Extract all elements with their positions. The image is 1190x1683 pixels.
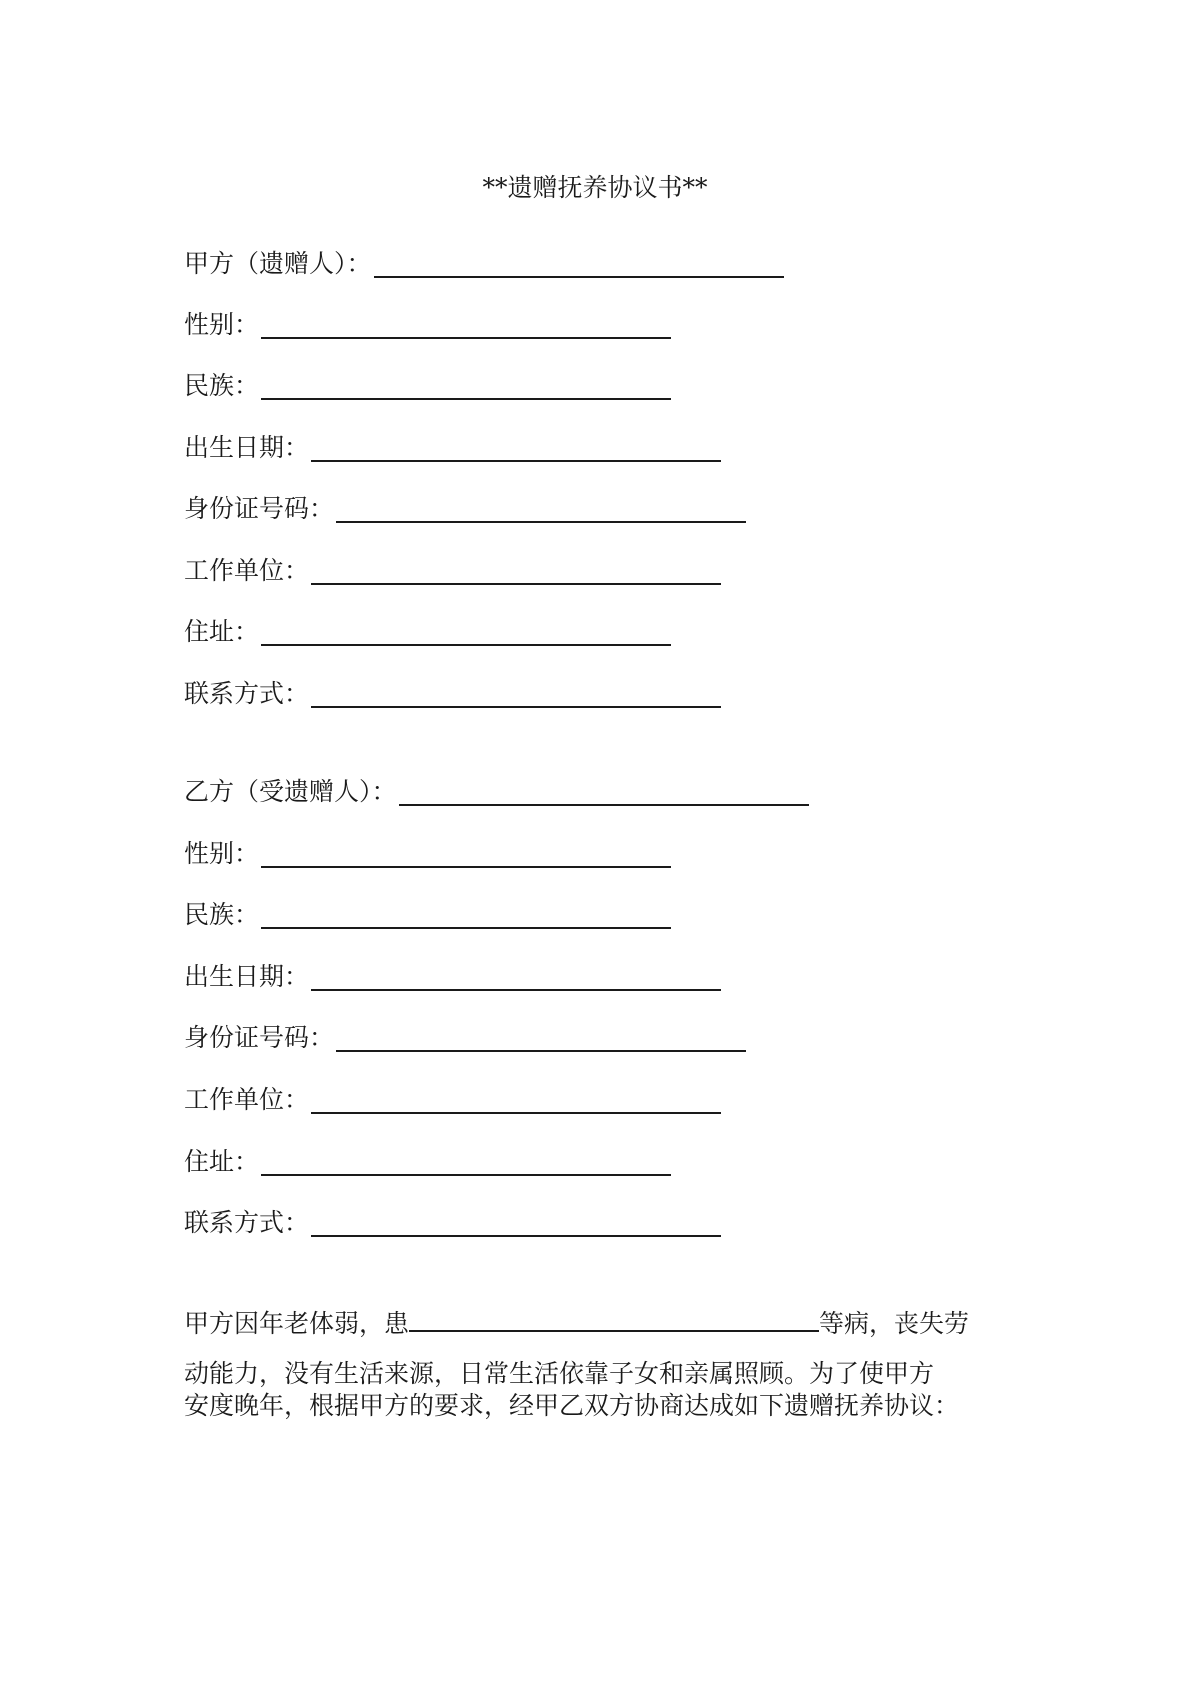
- party-b-employer-label: 工作单位：: [184, 1085, 310, 1114]
- party-b-ethnicity-row: [184, 897, 671, 931]
- party-b-contact-blank[interactable]: [311, 1209, 721, 1237]
- party-b-name-blank[interactable]: [399, 778, 809, 806]
- party-a-header-row: [184, 246, 784, 280]
- party-a-birthdate-label: 出生日期：: [184, 433, 310, 462]
- party-a-id-label: 身份证号码：: [184, 494, 335, 523]
- party-b-gender-blank[interactable]: [261, 840, 671, 868]
- party-b-header-label: 乙方（受遗赠人）：: [184, 777, 397, 806]
- party-b-contact-label: 联系方式：: [184, 1208, 310, 1237]
- body-line-3: 安度晚年，根据甲方的要求，经甲乙双方协商达成如下遗赠抚养协议：: [184, 1391, 960, 1420]
- party-a-contact-blank[interactable]: [311, 680, 721, 708]
- party-a-id-row: [184, 491, 746, 525]
- party-b-address-blank[interactable]: [261, 1148, 671, 1176]
- party-a-contact-row: [184, 676, 721, 710]
- party-a-header-label: 甲方（遗赠人）：: [184, 249, 372, 278]
- party-b-id-blank[interactable]: [336, 1024, 746, 1052]
- party-b-contact-row: [184, 1205, 721, 1239]
- party-a-id-blank[interactable]: [336, 495, 746, 523]
- party-b-address-label: 住址：: [184, 1147, 260, 1176]
- party-a-ethnicity-label: 民族：: [184, 371, 260, 400]
- party-a-ethnicity-blank[interactable]: [261, 372, 671, 400]
- body-line-1: [184, 1306, 1044, 1340]
- body-line-2: 动能力，没有生活来源，日常生活依靠子女和亲属照顾。为了使甲方: [184, 1359, 935, 1388]
- party-a-gender-blank[interactable]: [261, 311, 671, 339]
- party-a-address-row: [184, 614, 671, 648]
- party-b-id-row: [184, 1020, 746, 1054]
- body-line-1-after: 等病，丧失劳: [819, 1309, 970, 1338]
- party-a-birthdate-row: [184, 430, 721, 464]
- party-a-employer-label: 工作单位：: [184, 556, 310, 585]
- party-b-employer-row: [184, 1082, 721, 1116]
- party-a-gender-label: 性别：: [184, 310, 260, 339]
- party-b-gender-label: 性别：: [184, 839, 260, 868]
- document-title: **遗赠抚养协议书**: [482, 173, 708, 202]
- party-b-address-row: [184, 1144, 671, 1178]
- party-a-address-blank[interactable]: [261, 618, 671, 646]
- party-a-address-label: 住址：: [184, 617, 260, 646]
- party-b-header-row: [184, 774, 809, 808]
- party-b-birthdate-blank[interactable]: [311, 963, 721, 991]
- party-b-id-label: 身份证号码：: [184, 1023, 335, 1052]
- party-a-name-blank[interactable]: [374, 250, 784, 278]
- party-a-employer-blank[interactable]: [311, 557, 721, 585]
- party-b-birthdate-row: [184, 959, 721, 993]
- party-a-ethnicity-row: [184, 368, 671, 402]
- party-b-ethnicity-blank[interactable]: [261, 901, 671, 929]
- party-a-contact-label: 联系方式：: [184, 679, 310, 708]
- illness-blank[interactable]: [409, 1306, 819, 1332]
- party-b-gender-row: [184, 836, 671, 870]
- party-a-birthdate-blank[interactable]: [311, 434, 721, 462]
- body-line-1-before: 甲方因年老体弱，患: [184, 1309, 410, 1338]
- party-b-employer-blank[interactable]: [311, 1086, 721, 1114]
- party-b-ethnicity-label: 民族：: [184, 900, 260, 929]
- party-b-birthdate-label: 出生日期：: [184, 962, 310, 991]
- party-a-employer-row: [184, 553, 721, 587]
- party-a-gender-row: [184, 307, 671, 341]
